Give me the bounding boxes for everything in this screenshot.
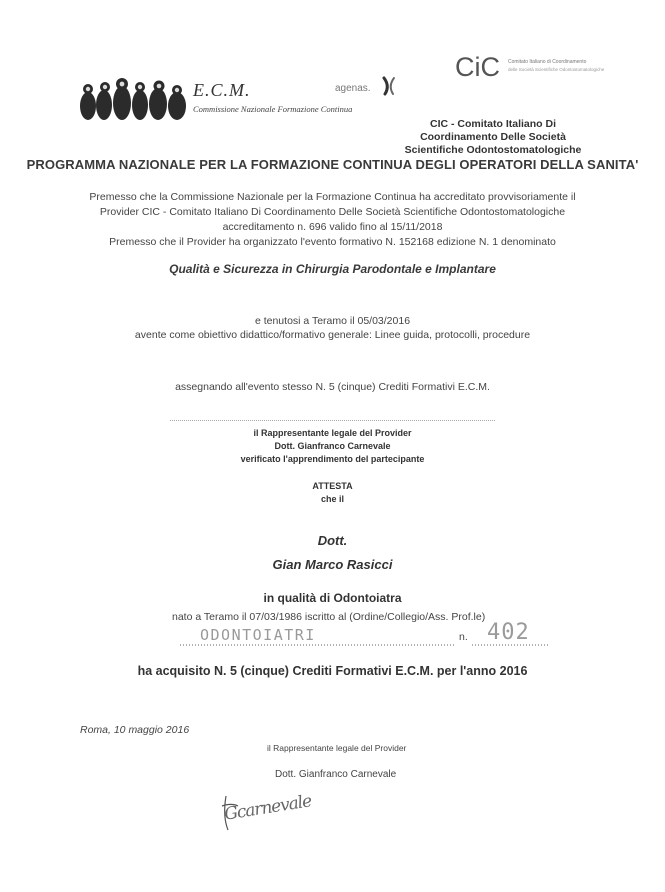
che-il-text: che il bbox=[320, 494, 344, 504]
ecm-title: E.C.M. bbox=[193, 80, 251, 100]
event-line: avente come obiettivo didattico/formativo generale: Linee guida, protocolli, procedure bbox=[134, 329, 531, 341]
order-name-handwritten: ODONTOIATRI bbox=[200, 626, 316, 644]
representative-line: Dott. Gianfranco Carnevale bbox=[274, 441, 391, 451]
attesta-heading: ATTESTA bbox=[312, 481, 353, 491]
provider-name-line: Coordinamento Delle Società bbox=[420, 131, 566, 143]
credits-awarded-line: ha acquisito N. 5 (cinque) Crediti Formativi E.C.M. per l'anno 2016 bbox=[137, 664, 528, 678]
intro-line: Provider CIC - Comitato Italiano Di Coordinamento Delle Società Scientifiche Odontostomatologiche bbox=[99, 206, 566, 218]
signature-name: Dott. Gianfranco Carnevale bbox=[275, 769, 397, 780]
provider-name-line: Scientifiche Odontostomatologiche bbox=[404, 144, 582, 156]
order-number-handwritten: 402 bbox=[487, 620, 530, 645]
event-line: e tenutosi a Teramo il 05/03/2016 bbox=[254, 315, 411, 327]
participant-title: Dott. bbox=[317, 533, 348, 548]
event-credits-line: assegnando all'evento stesso N. 5 (cinque) Crediti Formativi E.C.M. bbox=[175, 381, 490, 393]
agenas-logo-text: agenas. bbox=[335, 83, 371, 94]
course-title: Qualità e Sicurezza in Chirurgia Parodontale e Implantare bbox=[169, 262, 496, 276]
dotted-separator bbox=[170, 420, 495, 421]
program-title: PROGRAMMA NAZIONALE PER LA FORMAZIONE CONTINUA DEGLI OPERATORI DELLA SANITA' bbox=[26, 157, 639, 172]
representative-line: verificato l'apprendimento del partecipante bbox=[240, 454, 425, 464]
signature-role: il Rappresentante legale del Provider bbox=[267, 743, 407, 753]
ecm-subtitle: Commissione Nazionale Formazione Continua bbox=[193, 104, 353, 114]
representative-line: il Rappresentante legale del Provider bbox=[253, 428, 412, 438]
ecm-logo-figures bbox=[78, 76, 190, 122]
cic-logo-tagline-2: delle Società Scientifiche Odontostomatologiche bbox=[508, 67, 605, 72]
birth-registration-line: nato a Teramo il 07/03/1986 iscritto al (Ordine/Collegio/Ass. Prof.le) bbox=[172, 611, 486, 623]
place-date: Roma, 10 maggio 2016 bbox=[80, 724, 190, 736]
provider-name-block bbox=[383, 118, 603, 157]
intro-line: Premesso che la Commissione Nazionale per la Formazione Continua ha accreditato provvisoriamente il bbox=[89, 191, 576, 203]
provider-name-line: CIC - Comitato Italiano Di bbox=[430, 118, 556, 130]
intro-line: accreditamento n. 696 valido fino al 15/11/2018 bbox=[222, 221, 443, 233]
order-number-label: n. bbox=[459, 631, 468, 643]
intro-line: Premesso che il Provider ha organizzato l'evento formativo N. 152168 edizione N. 1 denominato bbox=[109, 236, 556, 248]
participant-role: in qualità di Odontoiatra bbox=[263, 591, 402, 605]
handwritten-signature: Gcarnevale bbox=[222, 791, 313, 825]
participant-name: Gian Marco Rasicci bbox=[272, 557, 393, 572]
agenas-logo-mark bbox=[381, 76, 397, 96]
cic-logo: CiC bbox=[455, 52, 500, 82]
cic-logo-tagline: Comitato Italiano di Coordinamento bbox=[508, 59, 587, 65]
